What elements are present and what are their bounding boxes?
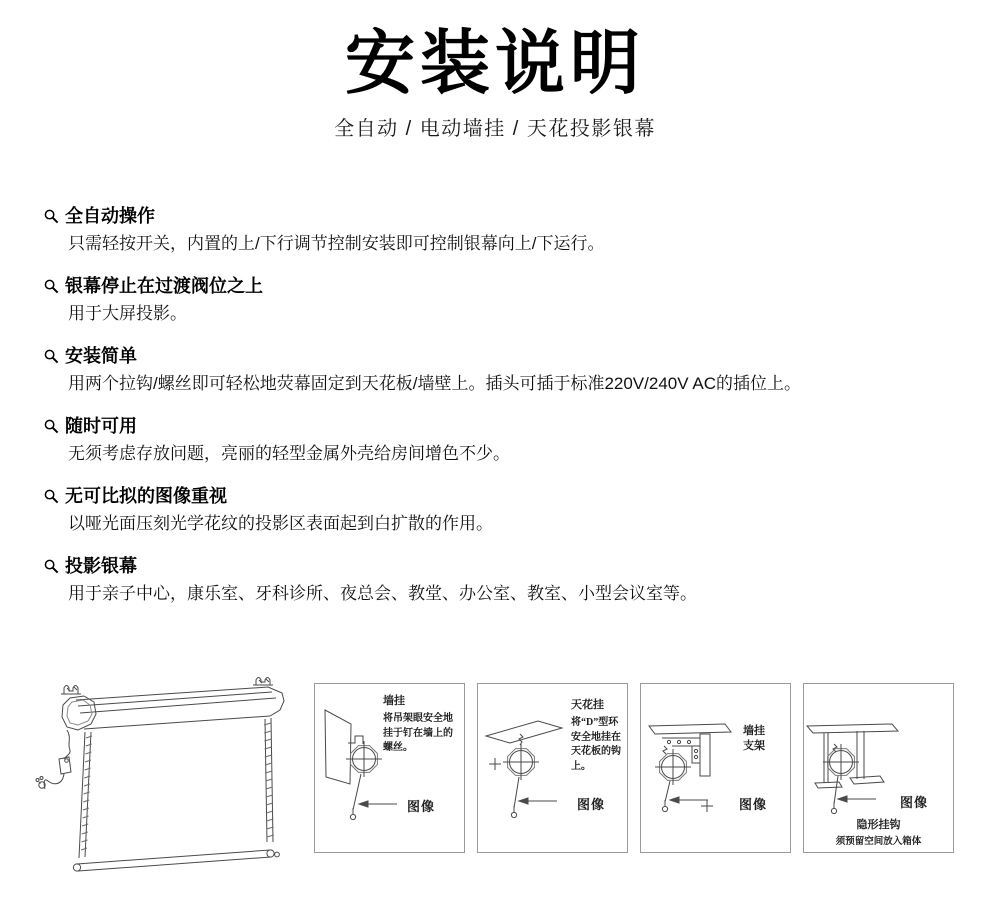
magnifier-icon (44, 349, 59, 364)
feature-heading: 全自动操作 (65, 206, 155, 226)
feature-list (44, 205, 964, 625)
screen-line-drawing (18, 672, 308, 884)
feature-heading-row (44, 555, 964, 577)
magnifier-icon (44, 489, 59, 504)
feature-heading: 银幕停止在过渡阀位之上 (65, 276, 263, 296)
page-subtitle: 全自动 / 电动墙挂 / 天花投影银幕 (334, 118, 656, 141)
feature-item (44, 205, 964, 255)
feature-heading-row (44, 415, 964, 437)
magnifier-icon (44, 559, 59, 574)
diagram-text-block (743, 724, 773, 755)
magnifier-icon (44, 279, 59, 294)
diagram-strip (0, 660, 990, 904)
feature-heading: 投影银幕 (65, 556, 137, 576)
diagram-description: 将吊架眼安全地挂于钉在墙上的螺丝。 (383, 713, 453, 754)
diagram-title: 天花挂 (571, 699, 604, 711)
diagram-description: 须预留空间放入箱体 (835, 837, 922, 847)
image-label: 图像 (577, 797, 606, 812)
diagram-caption (804, 816, 953, 847)
diagram-card-ceiling-mount (477, 683, 628, 853)
feature-heading-row (44, 275, 964, 297)
feature-item (44, 415, 964, 465)
feature-body: 用于亲子中心，康乐室、牙科诊所、夜总会、教堂、办公室、教室、小型会议室等。 (68, 584, 697, 603)
feature-heading-row (44, 345, 964, 367)
feature-item (44, 345, 964, 395)
diagram-text-block (571, 698, 623, 774)
image-label: 图像 (407, 799, 436, 814)
page-title: 安装说明 (345, 24, 645, 102)
diagram-card-wall-mount (314, 683, 465, 853)
diagram-title: 墙挂支架 (743, 725, 765, 753)
diagram-title: 隐形挂钩 (856, 819, 901, 831)
diagram-title: 墙挂 (383, 695, 405, 707)
image-label: 图像 (739, 797, 768, 812)
feature-body: 无须考虑存放问题，亮丽的轻型金属外壳给房间增色不少。 (68, 444, 510, 463)
diagram-text-block (383, 694, 459, 756)
feature-heading-row (44, 485, 964, 507)
feature-heading: 无可比拟的图像重视 (65, 486, 227, 506)
diagram-description: 将“D”型环安全地挂在天花板的钩上。 (571, 717, 621, 772)
diagram-card-wall-bracket (640, 683, 791, 853)
feature-body: 以哑光面压刻光学花纹的投影区表面起到白扩散的作用。 (68, 514, 493, 533)
image-label: 图像 (900, 795, 929, 810)
magnifier-icon (44, 419, 59, 434)
feature-body: 只需轻按开关，内置的上/下行调节控制安装即可控制银幕向上/下运行。 (68, 234, 605, 253)
feature-heading: 安装简单 (65, 346, 137, 366)
feature-body: 用于大屏投影。 (68, 304, 187, 323)
magnifier-icon (44, 209, 59, 224)
page-header (0, 24, 990, 141)
wall-bracket-diagram (641, 684, 790, 852)
feature-heading: 随时可用 (65, 416, 137, 436)
feature-item (44, 555, 964, 605)
feature-item (44, 275, 964, 325)
feature-item (44, 485, 964, 535)
diagram-card-concealed-hook (803, 683, 954, 853)
feature-body: 用两个拉钩/螺丝即可轻松地荧幕固定到天花板/墙壁上。插头可插于标准220V/240V AC的插位上。 (68, 374, 801, 393)
feature-heading-row (44, 205, 964, 227)
